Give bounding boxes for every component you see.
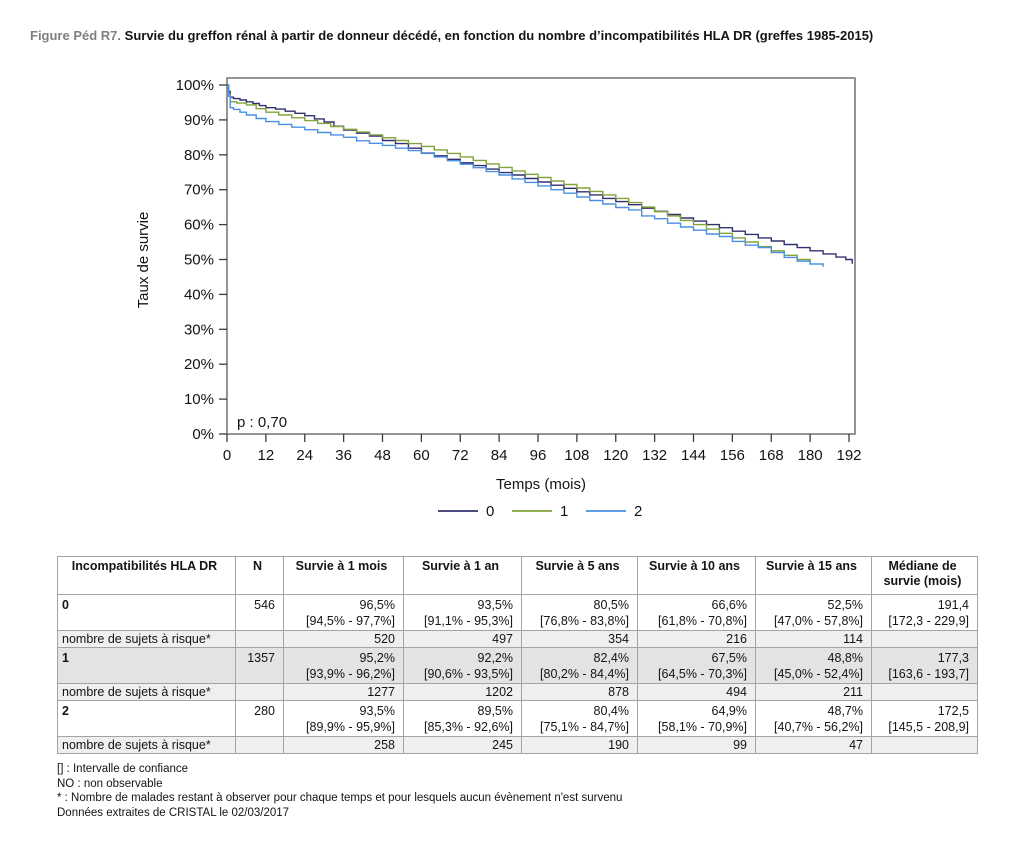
risk-count: 114 [756, 631, 872, 648]
survival-cell [404, 648, 522, 684]
median-cell-value: 191,4 [937, 598, 969, 612]
risk-empty [236, 684, 284, 701]
survival-cell-ci: [58,1% - 70,9%] [658, 720, 747, 734]
survival-cell-value: 64,9% [711, 704, 747, 718]
column-header: N [236, 557, 284, 595]
survival-cell-ci: [93,9% - 96,2%] [306, 667, 395, 681]
legend-label-0: 0 [486, 503, 495, 520]
group-row-2 [58, 701, 978, 737]
x-tick-label: 144 [680, 447, 707, 464]
x-tick-label: 168 [758, 447, 784, 464]
survival-cell-ci: [94,5% - 97,7%] [306, 614, 395, 628]
plot-frame [227, 78, 855, 434]
group-label: 0 [58, 595, 236, 631]
survival-cell-ci: [64,5% - 70,3%] [658, 667, 747, 681]
risk-count: 258 [284, 737, 404, 754]
y-tick-label: 80% [183, 146, 214, 164]
risk-count: 99 [638, 737, 756, 754]
column-header: Survie à 10 ans [638, 557, 756, 595]
figure-number: Figure Péd R7. [30, 28, 122, 43]
survival-cell-value: 48,8% [827, 651, 863, 665]
x-tick-label: 36 [335, 447, 352, 464]
survival-cell-value: 80,4% [593, 704, 629, 718]
survival-cell [284, 648, 404, 684]
median-cell [872, 648, 978, 684]
legend [438, 503, 642, 520]
group-n: 546 [236, 595, 284, 631]
survival-cell [284, 701, 404, 737]
footnote-ci: [] : Intervalle de confiance [57, 763, 189, 775]
survival-table [57, 556, 978, 754]
risk-count: 245 [404, 737, 522, 754]
group-row-0 [58, 595, 978, 631]
survival-cell [522, 701, 638, 737]
survival-cell [756, 648, 872, 684]
footnotes [57, 762, 622, 820]
survival-cell-ci: [89,9% - 95,9%] [306, 720, 395, 734]
column-header: Survie à 1 an [404, 557, 522, 595]
risk-count: 190 [522, 737, 638, 754]
risk-count: 216 [638, 631, 756, 648]
survival-cell-value: 66,6% [711, 598, 747, 612]
curve-0 [227, 85, 852, 264]
x-tick-label: 156 [719, 447, 745, 464]
risk-row-0 [58, 631, 978, 648]
survival-cell [756, 701, 872, 737]
group-label: 2 [58, 701, 236, 737]
risk-count: 878 [522, 684, 638, 701]
survival-cell-value: 67,5% [711, 651, 747, 665]
x-tick-label: 180 [797, 447, 823, 464]
x-tick-label: 0 [222, 447, 232, 464]
group-n: 1357 [236, 648, 284, 684]
group-n: 280 [236, 701, 284, 737]
column-header: Survie à 1 mois [284, 557, 404, 595]
column-header: Médiane de survie (mois) [872, 557, 978, 595]
risk-count: 497 [404, 631, 522, 648]
column-header: Survie à 15 ans [756, 557, 872, 595]
footnote-no: NO : non observable [57, 777, 163, 790]
median-cell-value: 177,3 [937, 651, 969, 665]
risk-empty [872, 631, 978, 648]
survival-cell-value: 95,2% [359, 651, 395, 665]
y-tick-label: 70% [183, 181, 214, 199]
survival-cell [638, 648, 756, 684]
survival-cell-ci: [76,8% - 83,8%] [540, 614, 629, 628]
column-header: Survie à 5 ans [522, 557, 638, 595]
survival-cell [404, 701, 522, 737]
survival-cell-ci: [85,3% - 92,6%] [424, 720, 513, 734]
survival-cell-value: 82,4% [593, 651, 629, 665]
survival-cell-ci: [75,1% - 84,7%] [540, 720, 629, 734]
survival-cell-ci: [90,6% - 93,5%] [424, 667, 513, 681]
survival-cell [522, 595, 638, 631]
risk-count: 1277 [284, 684, 404, 701]
survival-cell [638, 701, 756, 737]
x-tick-label: 120 [603, 447, 629, 464]
table-header-row [58, 557, 978, 595]
x-tick-label: 12 [257, 447, 275, 464]
x-tick-label: 72 [451, 447, 469, 464]
survival-cell-value: 93,5% [477, 598, 513, 612]
risk-count: 494 [638, 684, 756, 701]
survival-cell-ci: [47,0% - 57,8%] [774, 614, 863, 628]
survival-cell [404, 595, 522, 631]
risk-label: nombre de sujets à risque* [58, 631, 236, 648]
survival-cell-value: 96,5% [359, 598, 395, 612]
median-cell-ci: [172,3 - 229,9] [888, 614, 969, 628]
y-tick-label: 30% [183, 321, 214, 339]
survival-cell-ci: [61,8% - 70,8%] [658, 614, 747, 628]
y-tick-label: 40% [183, 286, 214, 304]
risk-row-2 [58, 737, 978, 754]
group-label: 1 [58, 648, 236, 684]
y-tick-label: 60% [183, 216, 214, 234]
y-tick-label: 100% [175, 77, 214, 94]
risk-count: 47 [756, 737, 872, 754]
risk-count: 354 [522, 631, 638, 648]
survival-cell-ci: [45,0% - 52,4%] [774, 667, 863, 681]
survival-cell-value: 52,5% [827, 598, 863, 612]
survival-cell [284, 595, 404, 631]
legend-label-1: 1 [560, 503, 569, 520]
x-tick-label: 60 [413, 447, 430, 464]
group-row-1 [58, 648, 978, 684]
risk-label: nombre de sujets à risque* [58, 684, 236, 701]
survival-cell-value: 80,5% [593, 598, 629, 612]
survival-cell-value: 89,5% [477, 704, 513, 718]
survival-cell-value: 93,5% [359, 704, 395, 718]
survival-cell-ci: [40,7% - 56,2%] [774, 720, 863, 734]
risk-empty [236, 631, 284, 648]
survival-cell [522, 648, 638, 684]
median-cell [872, 595, 978, 631]
y-tick-label: 0% [192, 426, 214, 443]
x-tick-label: 108 [564, 447, 590, 464]
x-tick-label: 132 [642, 447, 668, 464]
survival-cell-ci: [80,2% - 84,4%] [540, 667, 629, 681]
y-axis [135, 77, 227, 443]
median-cell-ci: [145,5 - 208,9] [888, 720, 969, 734]
risk-empty [236, 737, 284, 754]
x-tick-label: 192 [836, 447, 862, 464]
footnote-source: Données extraites de CRISTAL le 02/03/2017 [57, 806, 290, 819]
y-tick-label: 90% [183, 111, 214, 129]
survival-cell [638, 595, 756, 631]
legend-label-2: 2 [634, 503, 643, 520]
y-tick-label: 10% [183, 391, 214, 409]
risk-label: nombre de sujets à risque* [58, 737, 236, 754]
y-axis-title: Taux de survie [135, 211, 152, 309]
survival-cell [756, 595, 872, 631]
x-axis [223, 434, 862, 493]
median-cell [872, 701, 978, 737]
survival-cell-value: 48,7% [827, 704, 863, 718]
survival-cell-ci: [91,1% - 95,3%] [424, 614, 513, 628]
risk-empty [872, 684, 978, 701]
x-tick-label: 24 [296, 447, 314, 464]
y-tick-label: 50% [183, 251, 214, 269]
risk-count: 211 [756, 684, 872, 701]
risk-row-1 [58, 684, 978, 701]
figure-title-text: Survie du greffon rénal à partir de donneur décédé, en fonction du nombre d’incompatibilités HLA DR (greffes 1985-2015) [124, 28, 874, 43]
footnote-risk: * : Nombre de malades restant à observer pour chaque temps et pour lesquels aucun évènement n'est survenu [57, 792, 623, 804]
survival-cell-value: 92,2% [477, 651, 513, 665]
median-cell-value: 172,5 [937, 704, 969, 718]
risk-count: 1202 [404, 684, 522, 701]
column-header: Incompatibilités HLA DR [58, 557, 236, 595]
x-tick-label: 48 [374, 447, 391, 464]
x-tick-label: 84 [490, 447, 508, 464]
x-tick-label: 96 [529, 447, 547, 464]
risk-empty [872, 737, 978, 754]
median-cell-ci: [163,6 - 193,7] [888, 667, 969, 681]
risk-count: 520 [284, 631, 404, 648]
x-axis-title: Temps (mois) [495, 476, 587, 493]
p-value-label: p : 0,70 [237, 414, 288, 431]
y-tick-label: 20% [183, 356, 214, 374]
